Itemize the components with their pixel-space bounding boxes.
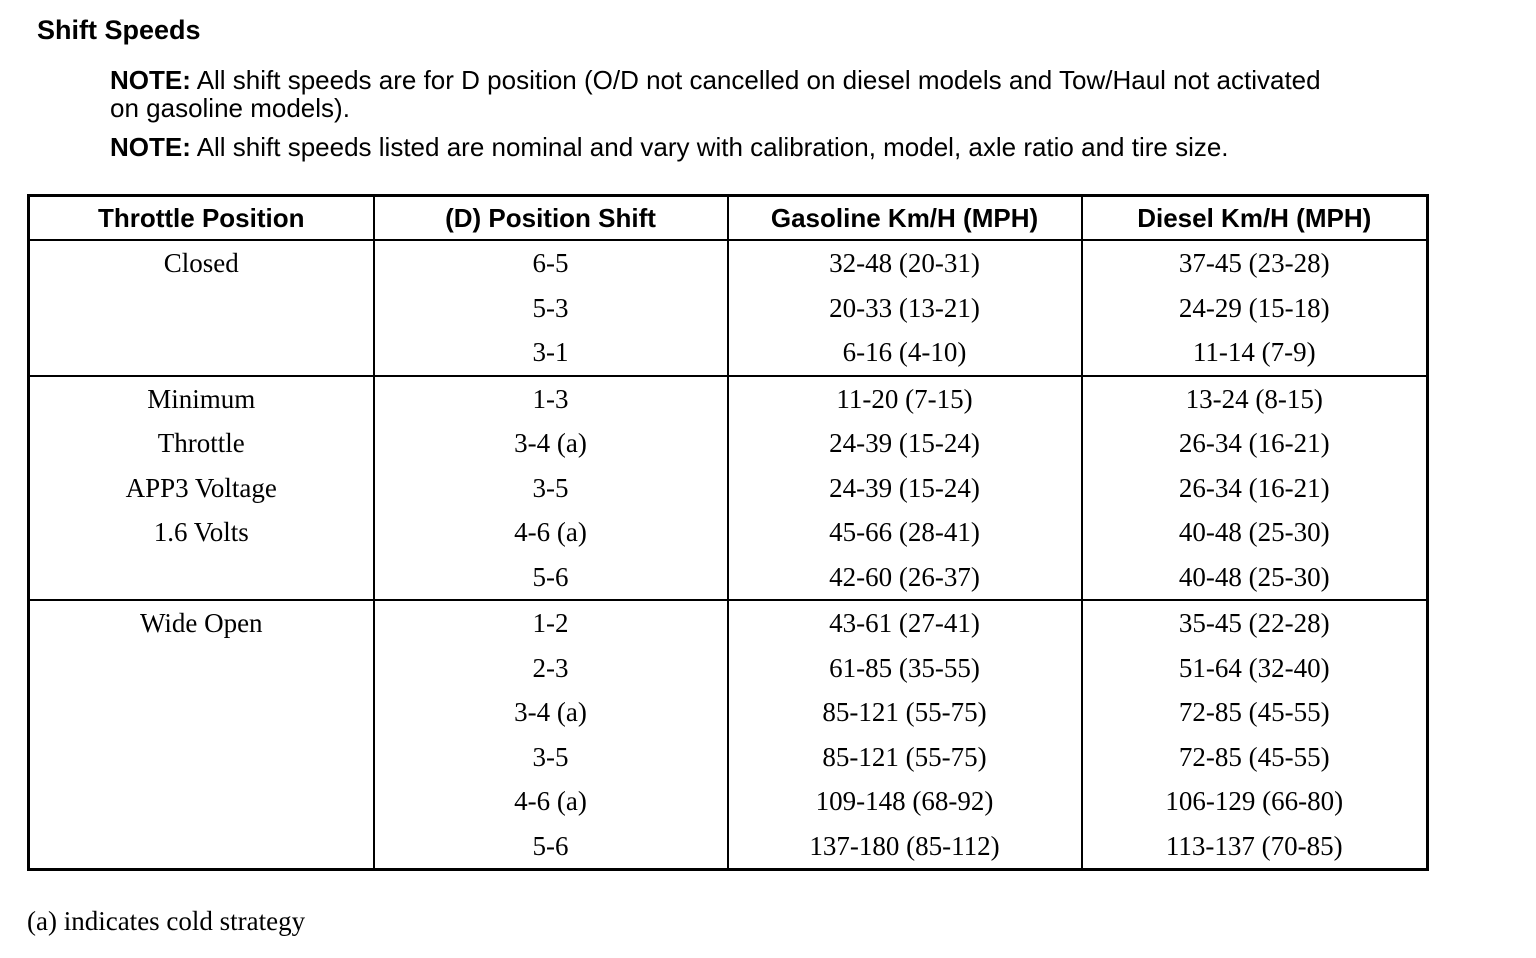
position-shift-value: 1-3 (532, 383, 569, 414)
table-body (29, 240, 1428, 870)
throttle-position-cell (29, 600, 374, 870)
diesel-speed-value: 106-129 (66-80) (1165, 786, 1344, 816)
diesel-speed-value: 72-85 (45-55) (1178, 697, 1330, 727)
diesel-speed-value: 13-24 (8-15) (1185, 383, 1323, 414)
gasoline-speed-value: 85-121 (55-75) (822, 697, 987, 727)
diesel-speed-value: 24-29 (15-18) (1178, 292, 1330, 323)
diesel-speed-value: 40-48 (25-30) (1178, 561, 1330, 592)
note-label: NOTE: (110, 132, 191, 162)
table-row-wide-open (29, 600, 1428, 870)
diesel-speed-value: 51-64 (32-40) (1178, 652, 1330, 683)
throttle-position-line: Wide Open (139, 608, 263, 638)
position-shift-value: 3-5 (532, 472, 569, 503)
diesel-speed-cell (1082, 600, 1428, 870)
position-shift-value: 5-6 (532, 561, 569, 592)
footnote: (a) indicates cold strategy (27, 906, 306, 936)
column-header-gasoline: Gasoline Km/H (MPH) (728, 196, 1082, 241)
note-nominal-speeds (110, 133, 1340, 161)
throttle-position-line: 1.6 Volts (153, 517, 249, 547)
position-shift-value: 3-1 (532, 337, 569, 367)
position-shift-value: 4-6 (a) (514, 786, 587, 816)
diesel-speed-value: 26-34 (16-21) (1178, 428, 1330, 458)
gasoline-speed-value: 32-48 (20-31) (829, 248, 980, 278)
diesel-speed-value: 37-45 (23-28) (1178, 248, 1330, 278)
position-shift-value: 4-6 (a) (514, 517, 587, 547)
throttle-position-line: APP3 Voltage (125, 472, 277, 503)
position-shift-value: 3-5 (532, 741, 569, 772)
position-shift-value: 5-6 (532, 830, 569, 861)
diesel-speed-value: 113-137 (70-85) (1165, 830, 1343, 861)
diesel-speed-value: 40-48 (25-30) (1178, 517, 1330, 547)
table-row-minimum-throttle (29, 376, 1428, 601)
gasoline-speed-value: 24-39 (15-24) (829, 428, 980, 458)
throttle-position-cell (29, 240, 374, 376)
gasoline-speed-value: 109-148 (68-92) (815, 786, 994, 816)
position-shift-cell (374, 600, 728, 870)
note-od-position (110, 66, 1340, 122)
position-shift-value: 6-5 (532, 248, 569, 278)
header-row (29, 196, 1428, 241)
gasoline-speed-cell (728, 240, 1082, 376)
table-header (29, 196, 1428, 241)
diesel-speed-cell (1082, 240, 1428, 376)
position-shift-value: 3-4 (a) (514, 697, 587, 727)
gasoline-speed-value: 6-16 (4-10) (842, 337, 967, 367)
position-shift-value: 1-2 (532, 608, 569, 638)
note-label: NOTE: (110, 65, 191, 95)
column-header-diesel: Diesel Km/H (MPH) (1082, 196, 1428, 241)
gasoline-speed-value: 61-85 (35-55) (829, 652, 980, 683)
table-row-closed (29, 240, 1428, 376)
column-header-throttle-position: Throttle Position (29, 196, 374, 241)
gasoline-speed-value: 85-121 (55-75) (822, 741, 987, 772)
diesel-speed-value: 35-45 (22-28) (1178, 608, 1330, 638)
note-text: All shift speeds listed are nominal and vary with calibration, model, axle ratio and tire size. (196, 132, 1229, 162)
page-title: Shift Speeds (37, 15, 201, 45)
gasoline-speed-value: 45-66 (28-41) (829, 517, 980, 547)
throttle-position-line: Minimum (147, 383, 256, 414)
position-shift-cell (374, 376, 728, 601)
gasoline-speed-value: 42-60 (26-37) (829, 561, 980, 592)
gasoline-speed-value: 137-180 (85-112) (809, 830, 1000, 861)
diesel-speed-value: 72-85 (45-55) (1178, 741, 1330, 772)
position-shift-value: 2-3 (532, 652, 569, 683)
position-shift-value: 3-4 (a) (514, 428, 587, 458)
diesel-speed-value: 26-34 (16-21) (1178, 472, 1330, 503)
gasoline-speed-cell (728, 600, 1082, 870)
column-header-position-shift: (D) Position Shift (374, 196, 728, 241)
shift-speeds-table (27, 194, 1429, 871)
gasoline-speed-value: 24-39 (15-24) (829, 472, 980, 503)
throttle-position-cell (29, 376, 374, 601)
gasoline-speed-value: 11-20 (7-15) (836, 383, 973, 414)
gasoline-speed-value: 43-61 (27-41) (829, 608, 980, 638)
throttle-position-line: Closed (163, 248, 239, 278)
diesel-speed-value: 11-14 (7-9) (1192, 337, 1316, 367)
diesel-speed-cell (1082, 376, 1428, 601)
throttle-position-line: Throttle (157, 428, 245, 458)
note-text: All shift speeds are for D position (O/D not cancelled on diesel models and Tow/Haul not activated on gasoline models). (110, 65, 1321, 123)
position-shift-cell (374, 240, 728, 376)
gasoline-speed-value: 20-33 (13-21) (829, 292, 980, 323)
position-shift-value: 5-3 (532, 292, 569, 323)
gasoline-speed-cell (728, 376, 1082, 601)
